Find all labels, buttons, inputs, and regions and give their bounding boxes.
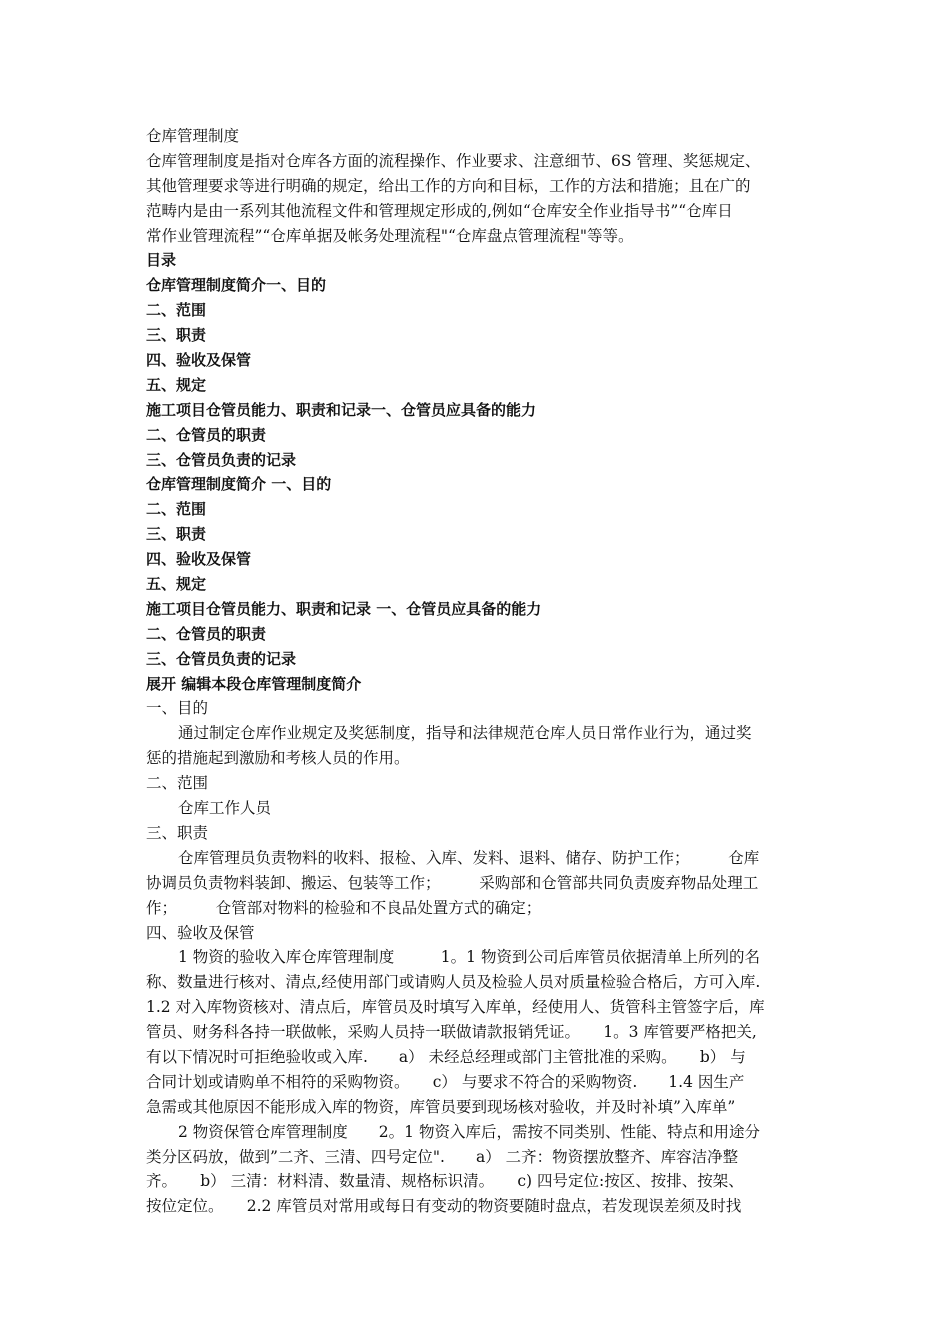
body-line: 类分区码放，做到”二齐、三清、四号定位". a） 二齐：物资摆放整齐、库容洁净整 bbox=[146, 1147, 739, 1166]
body-line: 管员、财务科各持一联做帐，采购人员持一联做请款报销凭证。 1。3 库管要严格把关, bbox=[146, 1023, 757, 1042]
toc-item[interactable]: 仓库管理制度简介 一、目的 bbox=[146, 475, 332, 494]
body-line: 仓库工作人员 bbox=[178, 799, 272, 818]
body-line: 2 物资保管仓库管理制度 2。1 物资入库后，需按不同类别、性能、特点和用途分 bbox=[178, 1122, 760, 1141]
body-line: 称、数量进行核对、清点,经使用部门或请购人员及检验人员对质量检验合格后，方可入库. bbox=[146, 973, 761, 992]
intro-line: 仓库管理制度是指对仓库各方面的流程操作、作业要求、注意细节、6S 管理、奖惩规定、 bbox=[146, 151, 761, 170]
toc-item[interactable]: 二、范围 bbox=[146, 301, 207, 320]
toc-item[interactable]: 四、验收及保管 bbox=[146, 550, 252, 569]
intro-line: 其他管理要求等进行明确的规定，给出工作的方向和目标，工作的方法和措施；且在广的 bbox=[146, 176, 751, 195]
toc-heading: 目录 bbox=[146, 251, 177, 270]
toc-item[interactable]: 四、验收及保管 bbox=[146, 351, 252, 370]
toc-item[interactable]: 施工项目仓管员能力、职责和记录 一、仓管员应具备的能力 bbox=[146, 599, 542, 618]
body-line: 急需或其他原因不能形成入库的物资，库管员要到现场核对验收，并及时补填”入库单” bbox=[146, 1097, 736, 1116]
toc-item[interactable]: 施工项目仓管员能力、职责和记录一、仓管员应具备的能力 bbox=[146, 400, 537, 419]
toc-item[interactable]: 三、仓管员负责的记录 bbox=[146, 649, 297, 668]
table-of-contents bbox=[146, 248, 810, 696]
intro-paragraph bbox=[146, 149, 810, 249]
body-line: 协调员负责物料装卸、搬运、包装等工作； 采购部和仓管部共同负责废弃物品处理工 bbox=[146, 873, 759, 892]
toc-item[interactable]: 二、范围 bbox=[146, 500, 207, 519]
toc-item[interactable]: 二、仓管员的职责 bbox=[146, 624, 267, 643]
toc-item[interactable]: 三、仓管员负责的记录 bbox=[146, 450, 297, 469]
body-line: 通过制定仓库作业规定及奖惩制度，指导和法律规范仓库人员日常作业行为，通过奖 bbox=[178, 724, 752, 743]
toc-item[interactable]: 三、职责 bbox=[146, 525, 207, 544]
body-line: 仓库管理员负责物料的收料、报检、入库、发料、退料、储存、防护工作； 仓库 bbox=[178, 848, 760, 867]
intro-line: 范畴内是由一系列其他流程文件和管理规定形成的,例如“仓库安全作业指导书”“仓库日 bbox=[146, 201, 733, 220]
doc-title: 仓库管理制度 bbox=[146, 127, 240, 145]
section-heading-acceptance: 四、验收及保管 bbox=[146, 923, 255, 942]
body-line: 有以下情况时可拒绝验收或入库. a） 未经总经理或部门主管批准的采购。 b） 与 bbox=[146, 1047, 746, 1066]
body-line: 1.2 对入库物资核对、清点后，库管员及时填写入库单，经使用人、货管科主管签字后，库 bbox=[146, 998, 765, 1017]
toc-item[interactable]: 仓库管理制度简介一、目的 bbox=[146, 276, 327, 295]
body-line: 1 物资的验收入库仓库管理制度 1。1 物资到公司后库管员依据清单上所列的名 bbox=[178, 948, 760, 967]
section-expand-heading[interactable]: 展开 编辑本段仓库管理制度简介 bbox=[146, 674, 362, 693]
intro-line: 常作业管理流程”“仓库单据及帐务处理流程"“仓库盘点管理流程"等等。 bbox=[146, 226, 634, 245]
toc-item[interactable]: 五、规定 bbox=[146, 575, 207, 594]
body-line: 按位定位。 2.2 库管员对常用或每日有变动的物资要随时盘点，若发现误差须及时找 bbox=[146, 1197, 742, 1216]
section-heading-scope: 二、范围 bbox=[146, 774, 209, 793]
body-line: 齐。 b） 三清：材料清、数量清、规格标识清。 c) 四号定位:按区、按排、按架、 bbox=[146, 1172, 744, 1191]
body-line: 惩的措施起到激励和考核人员的作用。 bbox=[146, 749, 410, 768]
section-heading-purpose: 一、目的 bbox=[146, 699, 209, 718]
toc-item[interactable]: 五、规定 bbox=[146, 375, 207, 394]
body-line: 作； 仓管部对物料的检验和不良品处置方式的确定； bbox=[146, 898, 542, 917]
document-page bbox=[146, 124, 810, 1219]
toc-item[interactable]: 三、职责 bbox=[146, 326, 207, 345]
section-heading-duties: 三、职责 bbox=[146, 823, 209, 842]
toc-item[interactable]: 二、仓管员的职责 bbox=[146, 425, 267, 444]
body-line: 合同计划或请购单不相符的采购物资。 c） 与要求不符合的采购物资. 1.4 因生产 bbox=[146, 1072, 745, 1091]
